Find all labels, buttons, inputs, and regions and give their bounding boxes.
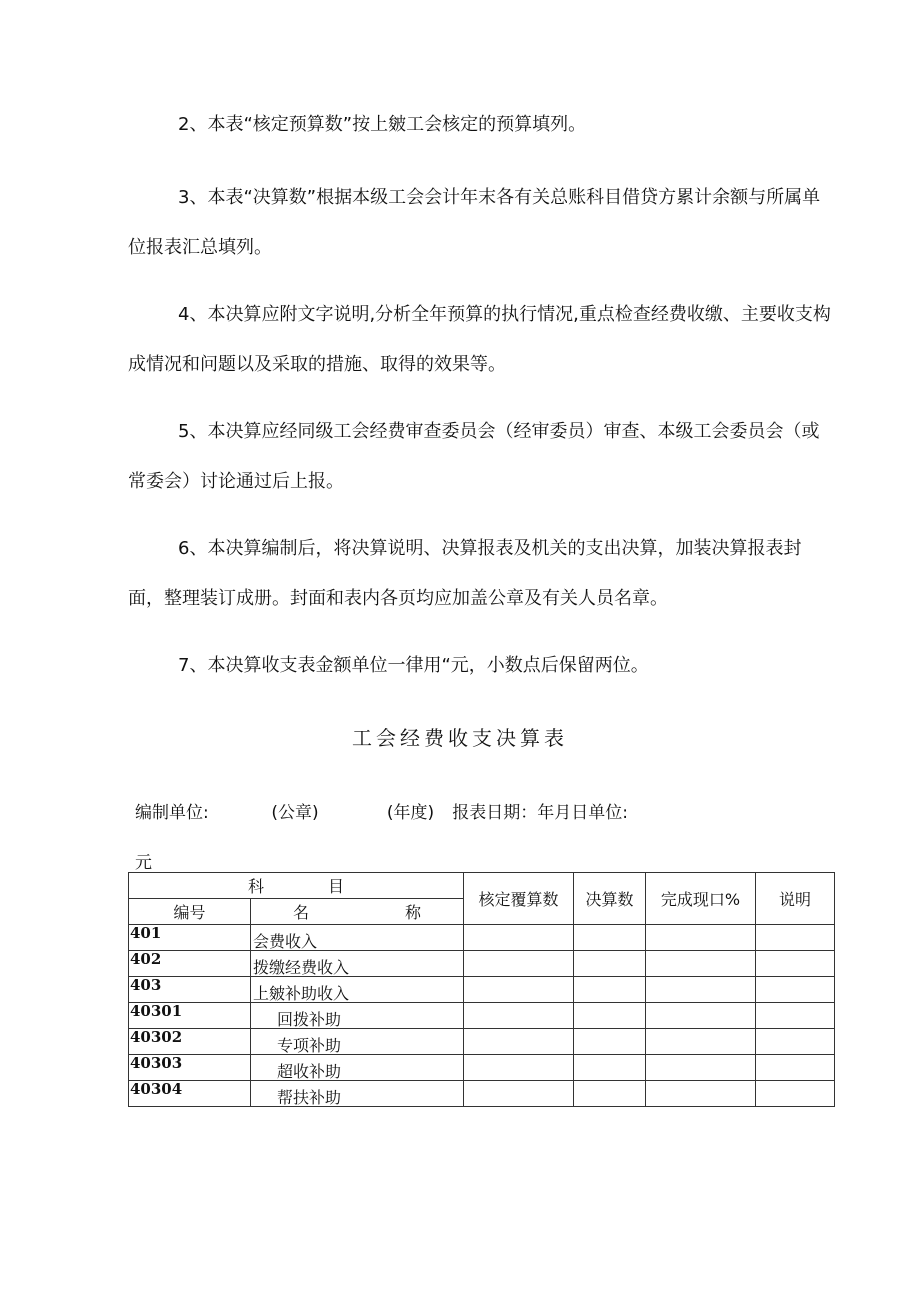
table-row xyxy=(129,1003,835,1029)
note-cell[interactable] xyxy=(756,977,835,1003)
note-cell[interactable] xyxy=(756,951,835,977)
row-code: 40301 xyxy=(129,1003,251,1029)
table-row xyxy=(129,1029,835,1055)
table-row xyxy=(129,1081,835,1107)
row-code: 40304 xyxy=(129,1081,251,1107)
note-cell[interactable] xyxy=(756,1081,835,1107)
budget-cell[interactable] xyxy=(464,977,574,1003)
actual-cell[interactable] xyxy=(574,925,646,951)
ratio-cell[interactable] xyxy=(646,977,756,1003)
date-label: 报表日期：年月日单位: xyxy=(452,803,628,823)
ratio-cell[interactable] xyxy=(646,1029,756,1055)
row-code: 402 xyxy=(129,951,251,977)
ratio-header: 完成现口% xyxy=(646,873,756,925)
row-name: 帮扶补助 xyxy=(251,1081,464,1107)
table-body xyxy=(129,925,835,1107)
report-meta xyxy=(135,798,628,823)
budget-cell[interactable] xyxy=(464,1003,574,1029)
actual-cell[interactable] xyxy=(574,977,646,1003)
instruction-7: 7、本决算收支表金额单位一律用“元，小数点后保留两位。 xyxy=(178,655,649,676)
budget-cell[interactable] xyxy=(464,1081,574,1107)
currency-unit: 元 xyxy=(135,853,152,873)
budget-cell[interactable] xyxy=(464,1055,574,1081)
row-name: 会费收入 xyxy=(251,925,464,951)
row-name: 超收补助 xyxy=(251,1055,464,1081)
row-code: 403 xyxy=(129,977,251,1003)
ratio-cell[interactable] xyxy=(646,1081,756,1107)
row-name: 上皴补助收入 xyxy=(251,977,464,1003)
year-label: (年度) xyxy=(386,803,435,823)
actual-cell[interactable] xyxy=(574,1003,646,1029)
budget-table xyxy=(128,872,835,1107)
unit-label: 编制单位: xyxy=(135,803,209,823)
row-name: 回拨补助 xyxy=(251,1003,464,1029)
ratio-cell[interactable] xyxy=(646,951,756,977)
code-header: 编号 xyxy=(129,899,251,925)
budget-cell[interactable] xyxy=(464,925,574,951)
budget-cell[interactable] xyxy=(464,1029,574,1055)
row-code: 40302 xyxy=(129,1029,251,1055)
table-row xyxy=(129,977,835,1003)
seal-label: (公章) xyxy=(271,803,319,823)
table-row xyxy=(129,951,835,977)
row-code: 40303 xyxy=(129,1055,251,1081)
ratio-cell[interactable] xyxy=(646,925,756,951)
actual-cell[interactable] xyxy=(574,951,646,977)
instruction-3: 3、本表“决算数”根据本级工会会计年末各有关总账科目借贷方累计余额与所属单位报表汇总填列。 xyxy=(128,187,821,258)
row-name: 拨缴经费收入 xyxy=(251,951,464,977)
note-cell[interactable] xyxy=(756,1055,835,1081)
note-cell[interactable] xyxy=(756,1029,835,1055)
note-cell[interactable] xyxy=(756,925,835,951)
row-code: 401 xyxy=(129,925,251,951)
instruction-6: 6、本决算编制后，将决算说明、决算报表及机关的支出决算，加装决算报表封面，整理装订成册。封面和表内各页均应加盖公章及有关人员名章。 xyxy=(128,538,802,609)
note-header: 说明 xyxy=(756,873,835,925)
table-title: 工会经费收支决算表 xyxy=(352,726,568,750)
actual-cell[interactable] xyxy=(574,1055,646,1081)
instruction-4: 4、本决算应附文字说明,分析全年预算的执行情况,重点检查经费收缴、主要收支构成情况和问题以及采取的措施、取得的效果等。 xyxy=(128,304,831,375)
name-header: 名 称 xyxy=(251,899,464,925)
note-cell[interactable] xyxy=(756,1003,835,1029)
actual-header: 决算数 xyxy=(574,873,646,925)
budget-cell[interactable] xyxy=(464,951,574,977)
table-row xyxy=(129,1055,835,1081)
row-name: 专项补助 xyxy=(251,1029,464,1055)
actual-cell[interactable] xyxy=(574,1081,646,1107)
ratio-cell[interactable] xyxy=(646,1055,756,1081)
budget-header: 核定覆算数 xyxy=(464,873,574,925)
instruction-5: 5、本决算应经同级工会经费审查委员会（经审委员）审查、本级工会委员会（或常委会）讨论通过后上报。 xyxy=(128,421,820,492)
table-row xyxy=(129,925,835,951)
instruction-2: 2、本表“核定预算数”按上皴工会核定的预算填列。 xyxy=(178,114,587,135)
subject-header: 科 目 xyxy=(129,873,464,899)
ratio-cell[interactable] xyxy=(646,1003,756,1029)
actual-cell[interactable] xyxy=(574,1029,646,1055)
